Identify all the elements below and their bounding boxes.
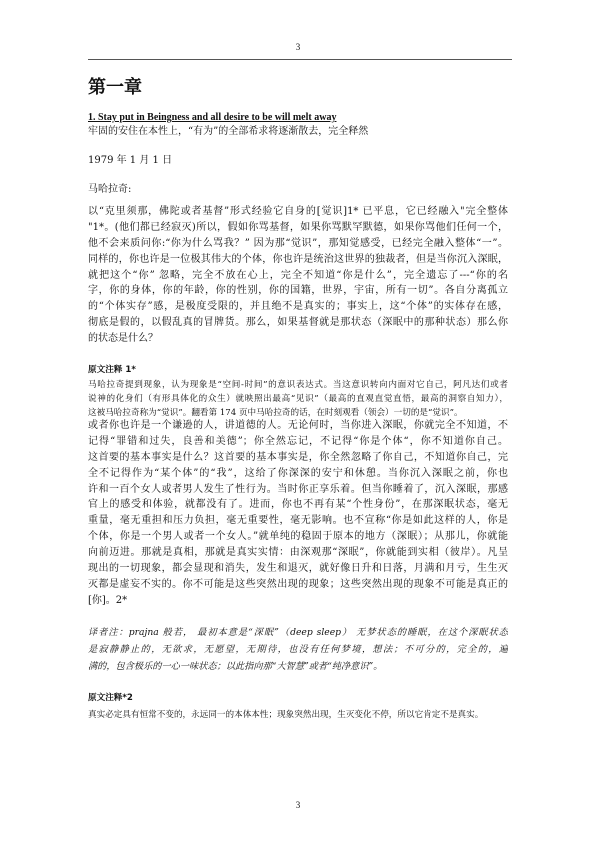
paragraph-line: "1*。(他们都已经寂灭)所以，假如你骂基督，如果你骂默罕默德，如果你骂他们任何一个， <box>88 221 508 233</box>
paragraph-line: 个体，你是一个男人或者一个女人。”就单纯的稳固于原本的地方（深眠）；从那儿，你就能 <box>88 531 508 543</box>
paragraph-2 <box>88 418 508 609</box>
paragraph-line: 灭都是虚妄不实的。你不可能是这些突然出现的现象；这些突然出现的现象不可能是真正的 <box>88 578 508 590</box>
original-note-1 <box>88 378 508 420</box>
paragraph-line: 官上的感受和体验，就都没有了。进而，你也不再有某“个性身份”，在那深眠状态，毫无 <box>88 499 508 511</box>
paragraph-line: 许和一百个女人或者男人发生了性行为。当时你正享乐着。但当你睡着了，沉入深眠，那感 <box>88 483 508 495</box>
note-line: 马哈拉奇提到现象，认为现象是“空间-时间”的意识表达式。当这意识转向内面对它自己，阿凡达们或者 <box>88 380 508 390</box>
paragraph-line: 向前迈进。那就是真相，那就是真实实情：由深观那“深眠”，你就能到实相（彼岸）。凡呈 <box>88 547 508 559</box>
note-line: 说神的化身们（有形具体化的众生）就映照出最高“见识”（最高的直观直觉直悟，最高的洞察自知力）， <box>88 394 508 404</box>
chapter-title: 第一章 <box>88 77 142 98</box>
paragraph-line: 或者你也许是一个谦逊的人，讲道德的人。无论何时，当你进入深眠，你就完全不知道，不 <box>88 420 508 431</box>
note-line: 真实必定具有恒常不变的，永远同一的本体本性；现象突然出现，生灭变化不停，所以它肯定不是真实。 <box>88 710 484 720</box>
paragraph-line: 现出的一切现象，都会显现和消失，发生和退灭，就好像日升和日落，月满和月亏，生生灭 <box>88 563 508 575</box>
paragraph-line: 同样的，你也许是一位极其伟大的个体，你也许是统治这世界的独裁者，但是当你沉入深眠， <box>88 253 508 265</box>
paragraph-1 <box>88 204 508 347</box>
paragraph-line: 重量，毫无重担和压力负担，毫无重要性，毫无影响。也不宣称“你是如此这样的人，你是 <box>88 515 508 527</box>
original-note-2 <box>88 708 508 722</box>
paragraph-line: 就把这个“你” 忽略，完全不放在心上，完全不知道“你是什么”，完全遗忘了---“你的名 <box>88 269 508 281</box>
paragraph-line: 字，你的身体，你的年龄，你的性别，你的国籍，世界，宇宙，所有一切”。各自分离孤立 <box>88 285 508 297</box>
paragraph-line: [你]。2* <box>88 594 128 606</box>
note-line: 这被马哈拉奇称为“觉识”。翻看第 174 页中马哈拉奇的话，在时刻观看（领会）一切的是“觉识”。 <box>88 408 463 418</box>
original-note-1-heading: 原文注释 1* <box>88 365 136 375</box>
translator-note-line: 译者注：prajna 般若， 最初本意是“深眠”（deep sleep） 无梦状态的睡眠，在这个深眠状态 <box>88 627 508 638</box>
translator-note-line: 是寂静静止的，无欲求，无愿望，无期待，也没有任何梦境，想法；不可分的，完全的，遍 <box>88 644 508 655</box>
header-rule <box>88 59 512 60</box>
paragraph-line: 这首要的基本事实是什么？这首要的基本事实是，你全然忽略了你自己，不知道你自己，完 <box>88 451 508 463</box>
paragraph-line: 以“克里须那，佛陀或者基督”形式经验它自身的[觉识]1* 已平息，它已经融入"完全整体 <box>88 206 508 217</box>
paragraph-line: 记得“罪错和过失，良善和美德”；你全然忘记，不记得“你是个体“，你不知道你自己。 <box>88 435 508 447</box>
speaker-label: 马哈拉奇: <box>88 184 132 195</box>
paragraph-line: 的“个体实存”感，是极度受限的，并且绝不是真实的；事实上，这“个体”的实体存在感， <box>88 301 508 313</box>
paragraph-line: 他不会来质问你:“你为什么骂我？” 因为那“觉识”，那知觉感受，已经完全融入整体“一”。 <box>88 237 508 249</box>
header-page-number: 3 <box>295 42 301 52</box>
section-heading-english: 1. Stay put in Beingness and all desire to be will melt away <box>88 112 337 123</box>
original-note-2-heading: 原文注释*2 <box>88 693 133 703</box>
translator-note-line: 满的，包含极乐的一心一味状态；以此指向那“大智慧”或者“纯净意识”。 <box>88 661 383 672</box>
paragraph-line: 的状态是什么？ <box>88 333 158 345</box>
translator-note <box>88 624 508 675</box>
talk-date: 1979 年 1 月 1 日 <box>88 155 173 166</box>
paragraph-line: 全不记得作为“某个体”的“我”，这给了你深深的安宁和休憩。当你沉入深眠之前，你也 <box>88 467 508 479</box>
paragraph-line: 彻底是假的，以假乱真的冒牌货。那么，如果基督就是那状态（深眠中的那种状态）那么你 <box>88 317 508 329</box>
section-heading-chinese: 牢固的安住在本性上，“有为”的全部希求将逐渐散去，完全释然 <box>88 126 369 137</box>
footer-page-number: 3 <box>295 800 301 810</box>
